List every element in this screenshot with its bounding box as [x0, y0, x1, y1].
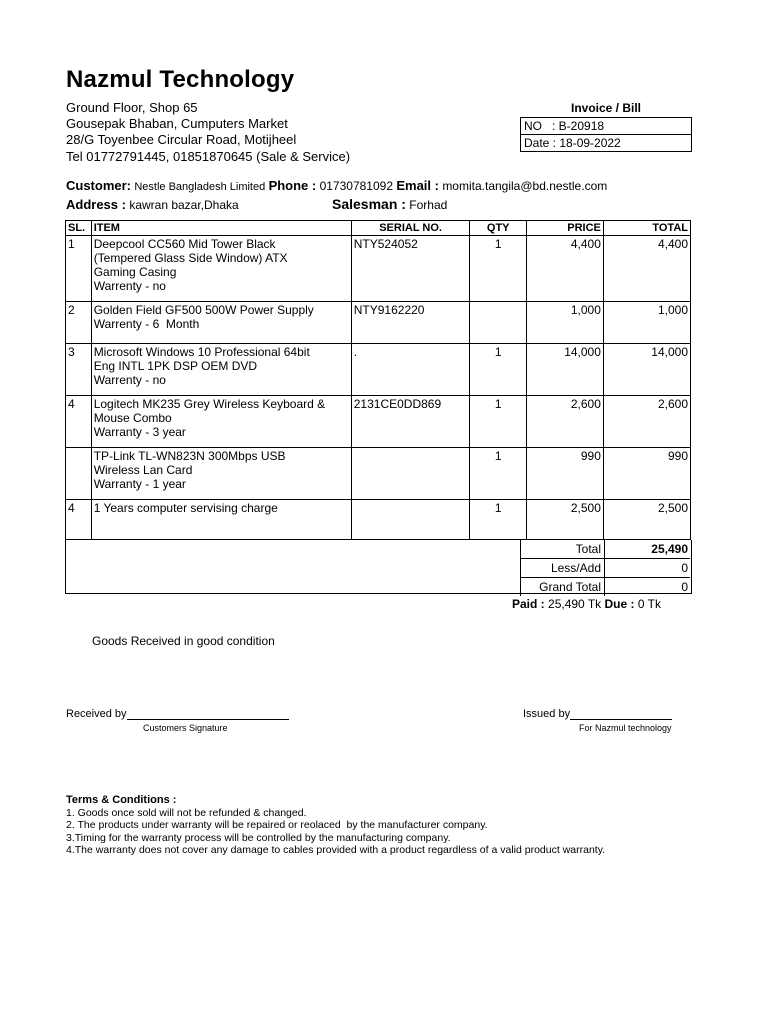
address-line-3: 28/G Toyenbee Circular Road, Motijheel	[66, 132, 297, 147]
terms-item: 1. Goods once sold will not be refunded & changed.	[66, 806, 307, 819]
header-qty: QTY	[470, 221, 527, 236]
row-item	[91, 236, 351, 302]
row-price: 2,600	[526, 396, 603, 448]
invoice-info-box	[520, 117, 692, 152]
phone-value: 01730781092	[319, 179, 393, 193]
item-line: Wireless Lan Card	[93, 463, 193, 477]
terms-item: 4.The warranty does not cover any damage to cables provided with a product regardless of a valid product warranty.	[66, 844, 606, 856]
terms-title: Terms & Conditions :	[66, 794, 177, 806]
salesman-value: Forhad	[409, 198, 448, 212]
row-serial	[351, 500, 470, 540]
table-row	[66, 500, 691, 540]
item-line: Warranty - 3 year	[93, 425, 186, 439]
invoice-date: Date : 18-09-2022	[521, 134, 691, 151]
item-line: (Tempered Glass Side Window) ATX	[93, 251, 288, 265]
invoice-number: NO : B-20918	[524, 119, 605, 133]
row-total: 4,400	[603, 236, 690, 302]
payment-line	[512, 597, 661, 611]
item-line: Microsoft Windows 10 Professional 64bit	[93, 345, 310, 359]
row-total: 2,600	[603, 396, 690, 448]
row-price: 4,400	[526, 236, 603, 302]
address-label: Address :	[66, 197, 126, 212]
invoice-title: Invoice / Bill	[570, 101, 642, 115]
row-price: 990	[526, 448, 603, 500]
company-name: Nazmul Technology	[66, 66, 295, 93]
phone-line: Tel 01772791445, 01851870645 (Sale & Service)	[66, 149, 351, 164]
item-line: Warrenty - 6 Month	[93, 317, 200, 331]
item-line: Warranty - 1 year	[93, 477, 186, 491]
row-item	[91, 396, 351, 448]
received-by-label: Received by	[66, 708, 127, 720]
item-line: Gaming Casing	[93, 265, 177, 279]
row-sl: 3	[66, 344, 92, 396]
issued-by	[523, 707, 672, 720]
item-line: Golden Field GF500 500W Power Supply	[93, 303, 314, 317]
total-row	[520, 540, 690, 559]
paid-value: 25,490 Tk	[548, 597, 602, 611]
header-price: PRICE	[526, 221, 603, 236]
row-qty: 1	[470, 236, 527, 302]
item-line: Warrenty - no	[93, 373, 166, 387]
table-row	[66, 236, 691, 302]
customer-label: Customer:	[66, 178, 132, 193]
terms-section	[66, 794, 605, 857]
received-by	[66, 707, 289, 720]
row-serial	[351, 448, 470, 500]
row-serial: .	[351, 344, 470, 396]
salesman-label: Salesman :	[332, 196, 406, 212]
row-total: 2,500	[603, 500, 690, 540]
goods-received-note: Goods Received in good condition	[92, 634, 275, 648]
salesman-line	[332, 196, 447, 212]
row-qty	[470, 302, 527, 344]
totals-grid	[520, 540, 690, 596]
address-line-1: Ground Floor, Shop 65	[66, 100, 198, 115]
item-line: Deepcool CC560 Mid Tower Black	[93, 237, 276, 251]
item-line: 1 Years computer servising charge	[93, 501, 278, 515]
due-value: 0 Tk	[637, 597, 661, 611]
header-serial: SERIAL NO.	[351, 221, 470, 236]
header-item: ITEM	[91, 221, 351, 236]
issued-signature-line	[570, 707, 672, 720]
row-serial: NTY524052	[351, 236, 470, 302]
item-line: Logitech MK235 Grey Wireless Keyboard &	[93, 397, 326, 411]
less-add-value: 0	[604, 559, 690, 577]
customer-name: Nestle Bangladesh Limited	[134, 181, 266, 193]
row-sl: 4	[66, 500, 92, 540]
item-line: Warrenty - no	[93, 279, 166, 293]
item-line: TP-Link TL-WN823N 300Mbps USB	[93, 449, 286, 463]
table-row	[66, 448, 691, 500]
row-total: 1,000	[603, 302, 690, 344]
total-value: 25,490	[604, 540, 690, 558]
table-row	[66, 396, 691, 448]
row-total: 14,000	[603, 344, 690, 396]
row-price: 1,000	[526, 302, 603, 344]
table-row	[66, 302, 691, 344]
row-total: 990	[603, 448, 690, 500]
row-item	[91, 302, 351, 344]
email-value: momita.tangila@bd.nestle.com	[442, 179, 608, 193]
received-signature-line	[127, 707, 289, 720]
less-add-label: Less/Add	[520, 559, 604, 577]
row-qty: 1	[470, 500, 527, 540]
grand-total-label: Grand Total	[520, 578, 604, 596]
item-line: Eng INTL 1PK DSP OEM DVD	[93, 359, 258, 373]
terms-item: 3.Timing for the warranty process will be controlled by the manufacturing company.	[66, 831, 451, 844]
row-item	[91, 500, 351, 540]
item-line: Mouse Combo	[93, 411, 172, 425]
table-header-row	[66, 221, 691, 236]
table-row	[66, 344, 691, 396]
due-label: Due :	[604, 597, 635, 611]
header-total: TOTAL	[603, 221, 690, 236]
row-serial: 2131CE0DD869	[351, 396, 470, 448]
customer-line	[66, 178, 607, 193]
row-qty: 1	[470, 448, 527, 500]
address-value: kawran bazar,Dhaka	[129, 198, 239, 212]
row-serial: NTY9162220	[351, 302, 470, 344]
row-qty: 1	[470, 344, 527, 396]
address-line-2: Gousepak Bhaban, Cumputers Market	[66, 116, 288, 131]
phone-label: Phone :	[268, 178, 317, 193]
paid-label: Paid :	[512, 597, 545, 611]
less-add-row	[520, 559, 690, 578]
header-sl: SL.	[66, 221, 92, 236]
row-price: 2,500	[526, 500, 603, 540]
row-sl: 2	[66, 302, 92, 344]
row-sl	[66, 448, 92, 500]
email-label: Email :	[396, 178, 439, 193]
grand-total-value: 0	[604, 578, 690, 596]
row-item	[91, 344, 351, 396]
row-qty: 1	[470, 396, 527, 448]
issued-by-label: Issued by	[523, 708, 571, 720]
row-sl: 1	[66, 236, 92, 302]
total-label: Total	[520, 540, 604, 558]
issuer-signature-caption: For Nazmul technology	[579, 723, 672, 733]
items-table	[65, 220, 691, 540]
row-item	[91, 448, 351, 500]
row-price: 14,000	[526, 344, 603, 396]
terms-item: 2. The products under warranty will be repaired or reolaced by the manufacturer company.	[66, 819, 488, 831]
customer-signature-caption: Customers Signature	[143, 723, 228, 733]
address-line	[66, 197, 239, 212]
grand-total-row	[520, 578, 690, 596]
row-sl: 4	[66, 396, 92, 448]
